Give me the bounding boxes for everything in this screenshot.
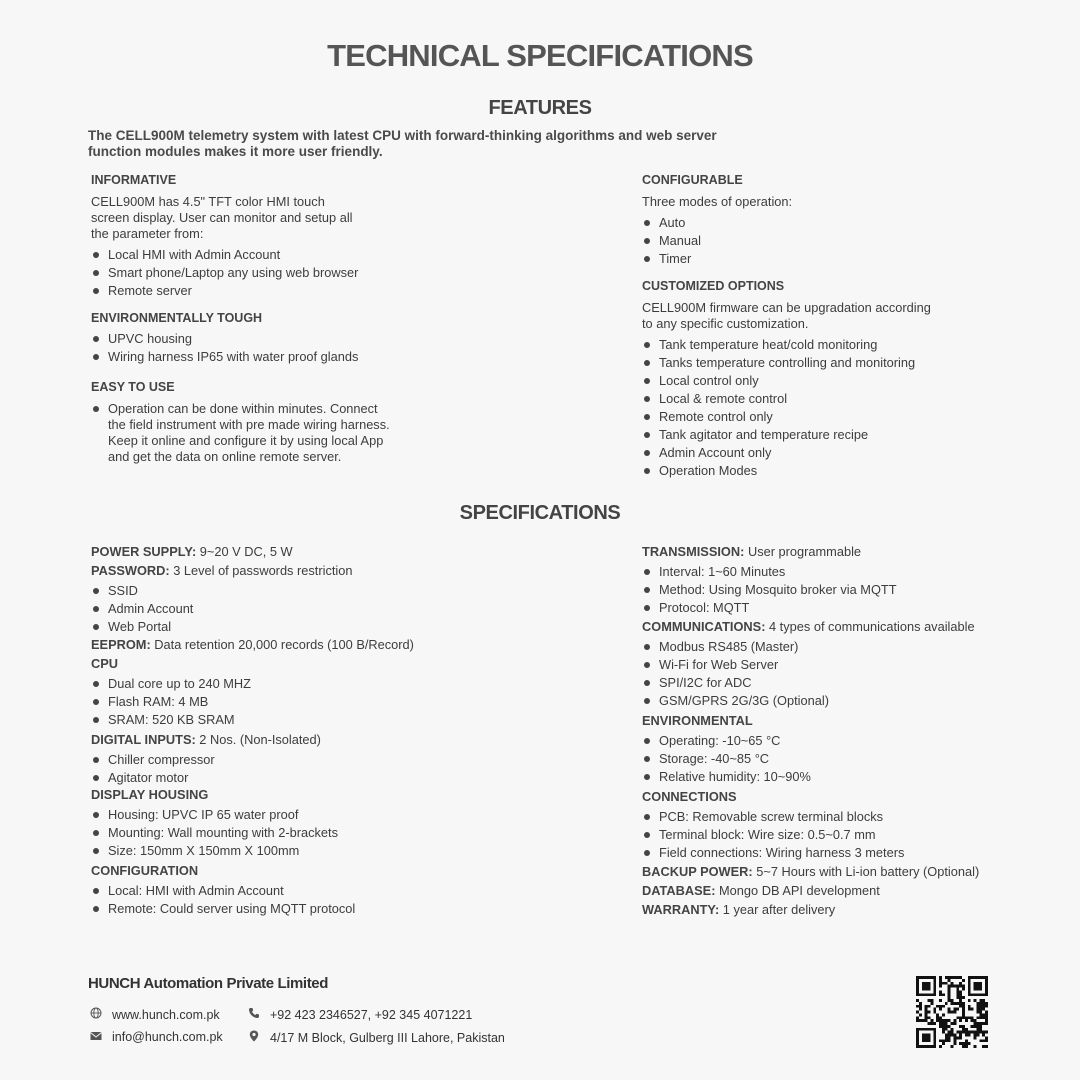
qr-code [916,976,988,1048]
list-item: Operation Modes [642,462,962,480]
location-pin-icon [246,1030,262,1045]
list-item: Chiller compressor [91,751,421,769]
list-item: Local HMI with Admin Account [91,246,401,264]
list-item: Flash RAM: 4 MB [91,693,421,711]
list-item: Operating: -10~65 °C [642,732,982,750]
customized-text: CELL900M firmware can be upgradation according to any specific customization. [642,300,931,331]
config-list [91,882,421,918]
list-item: Web Portal [91,618,421,636]
digital-list [91,751,421,787]
list-item: Tank agitator and temperature recipe [642,426,962,444]
list-item: Storage: -40~85 °C [642,750,982,768]
tough-heading: ENVIRONMENTALLY TOUGH [91,311,263,325]
phone-text: +92 423 2346527, +92 345 4071221 [270,1008,473,1022]
informative-list [91,246,401,300]
list-item: Tank temperature heat/cold monitoring [642,336,962,354]
intro-text: The CELL900M telemetry system with latest CPU with forward-thinking algorithms and web server function modules makes it more user friendly. [88,128,717,159]
comms-label: COMMUNICATIONS: [642,619,766,634]
list-item: Size: 150mm X 150mm X 100mm [91,842,421,860]
comms-value: 4 types of communications available [765,619,975,634]
list-item: Field connections: Wiring harness 3 meters [642,844,982,862]
transmission-value: User programmable [744,544,862,559]
password-value: 3 Level of passwords restriction [169,563,353,578]
list-item: Relative humidity: 10~90% [642,768,982,786]
list-item: Tanks temperature controlling and monitoring [642,354,962,372]
email-text: info@hunch.com.pk [112,1030,223,1044]
list-item: Protocol: MQTT [642,599,982,617]
configurable-heading: CONFIGURABLE [642,173,743,187]
password-list [91,582,421,636]
digital-label: DIGITAL INPUTS: [91,732,196,747]
environmental-list [642,732,982,786]
warranty-value: 1 year after delivery [719,902,836,917]
customized-list [642,336,962,480]
power-value: 9~20 V DC, 5 W [196,544,293,559]
display-label: DISPLAY HOUSING [91,787,209,802]
configurable-list [642,214,962,268]
config-label: CONFIGURATION [91,863,199,878]
list-item: Dual core up to 240 MHZ [91,675,421,693]
list-item: Wi-Fi for Web Server [642,656,982,674]
list-item: GSM/GPRS 2G/3G (Optional) [642,692,982,710]
digital-value: 2 Nos. (Non-Isolated) [195,732,321,747]
list-item: Remote server [91,282,401,300]
environmental-label: ENVIRONMENTAL [642,713,753,728]
company-name: HUNCH Automation Private Limited [88,975,328,992]
eeprom-value: Data retention 20,000 records (100 B/Record) [150,637,414,652]
list-item: Smart phone/Laptop any using web browser [91,264,401,282]
tough-list [91,330,401,366]
comms-list [642,638,982,710]
specifications-heading: SPECIFICATIONS [459,502,621,524]
list-item: Admin Account only [642,444,962,462]
features-left-column [91,172,401,465]
page-title: TECHNICAL SPECIFICATIONS [327,38,753,73]
backup-label: BACKUP POWER: [642,864,753,879]
list-item: Auto [642,214,962,232]
list-item: Remote control only [642,408,962,426]
list-item: Agitator motor [91,769,421,787]
informative-text: CELL900M has 4.5" TFT color HMI touch screen display. User can monitor and setup all the parameter from: [91,194,353,241]
easy-heading: EASY TO USE [91,380,175,394]
list-item: Remote: Could server using MQTT protocol [91,900,421,918]
list-item: Interval: 1~60 Minutes [642,563,982,581]
power-label: POWER SUPPLY: [91,544,197,559]
website-text: www.hunch.com.pk [112,1008,220,1022]
transmission-label: TRANSMISSION: [642,544,745,559]
list-item: SRAM: 520 KB SRAM [91,711,421,729]
features-right-column [642,172,962,480]
list-item: Manual [642,232,962,250]
database-value: Mongo DB API development [715,883,880,898]
list-item: Housing: UPVC IP 65 water proof [91,806,421,824]
list-item: Wiring harness IP65 with water proof glands [91,348,401,366]
envelope-icon [88,1031,104,1044]
warranty-label: WARRANTY: [642,902,720,917]
list-item: Local & remote control [642,390,962,408]
specs-right-column [642,542,982,919]
list-item: Local control only [642,372,962,390]
address-text: 4/17 M Block, Gulberg III Lahore, Pakistan [270,1031,505,1045]
list-item: Method: Using Mosquito broker via MQTT [642,581,982,599]
phone-contact[interactable] [246,1007,472,1022]
list-item: Local: HMI with Admin Account [91,882,421,900]
list-item: Modbus RS485 (Master) [642,638,982,656]
connections-list [642,808,982,862]
list-item: Timer [642,250,962,268]
display-list [91,806,421,860]
transmission-list [642,563,982,617]
easy-list [91,401,401,465]
informative-heading: INFORMATIVE [91,173,177,187]
phone-icon [246,1007,262,1022]
list-item: Terminal block: Wire size: 0.5~0.7 mm [642,826,982,844]
globe-icon [88,1007,104,1022]
list-item: UPVC housing [91,330,401,348]
customized-heading: CUSTOMIZED OPTIONS [642,279,785,293]
list-item: SPI/I2C for ADC [642,674,982,692]
list-item: Operation can be done within minutes. Connect the field instrument with pre made wiring harness. Keep it online and configure it by using local App and get the data on online remote server. [91,401,392,465]
specs-left-column [91,542,421,918]
list-item: SSID [91,582,421,600]
eeprom-label: EEPROM: [91,637,151,652]
website-link[interactable] [88,1007,220,1022]
list-item: Admin Account [91,600,421,618]
password-label: PASSWORD: [91,563,170,578]
database-label: DATABASE: [642,883,716,898]
features-heading: FEATURES [488,97,592,119]
connections-label: CONNECTIONS [642,789,737,804]
configurable-text: Three modes of operation: [642,194,793,209]
cpu-label: CPU [91,656,119,671]
email-link[interactable] [88,1030,223,1044]
backup-value: 5~7 Hours with Li-ion battery (Optional) [752,864,980,879]
list-item: PCB: Removable screw terminal blocks [642,808,982,826]
cpu-list [91,675,421,729]
address-contact [246,1030,505,1045]
list-item: Mounting: Wall mounting with 2-brackets [91,824,421,842]
